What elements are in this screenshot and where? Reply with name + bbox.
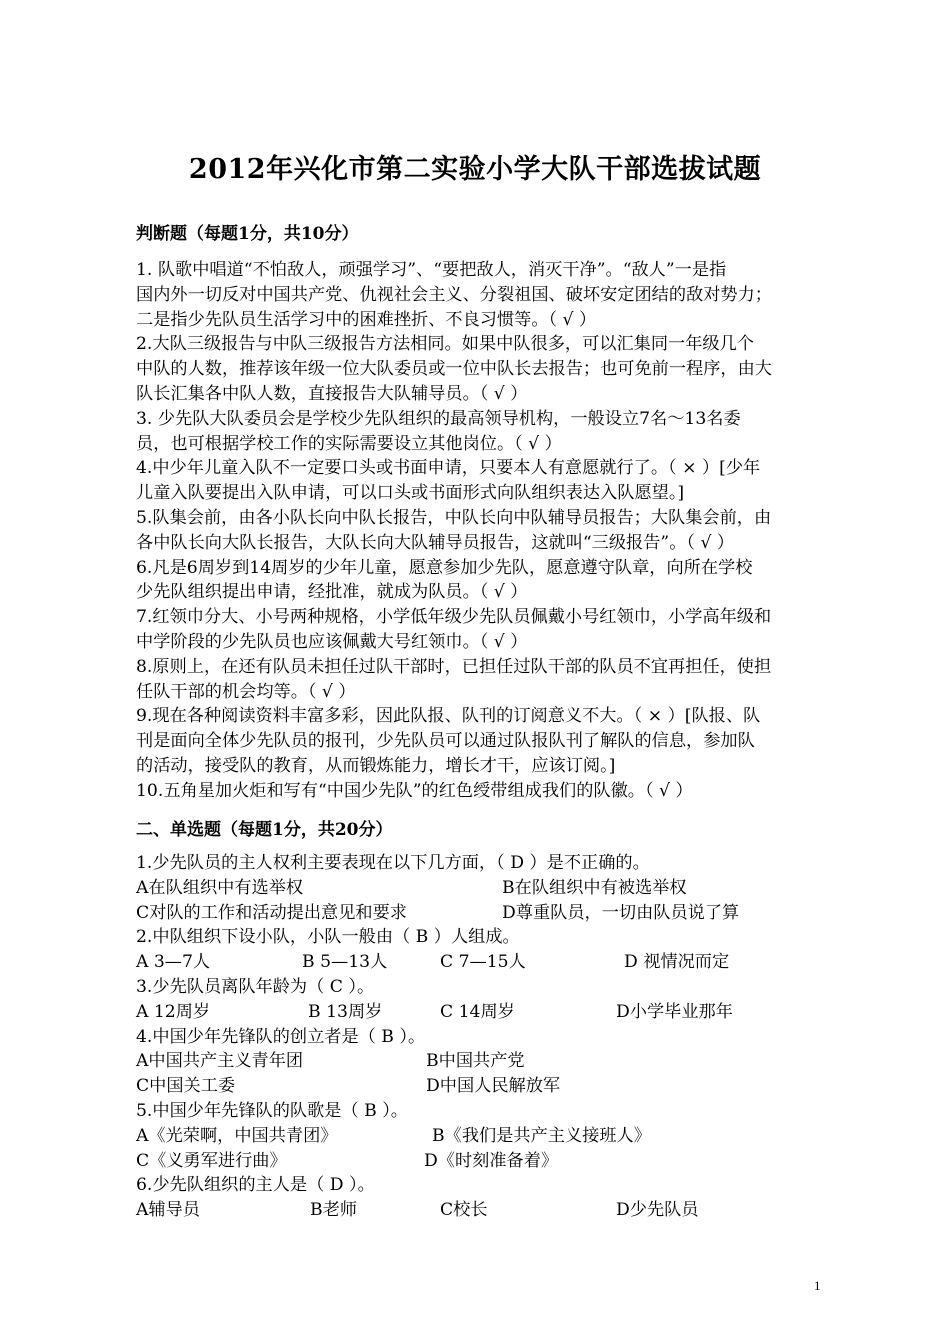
option: A在队组织中有选举权 <box>136 877 304 898</box>
text-line: 员，也可根据学校工作的实际需要设立其他岗位。（ √ ） <box>136 433 562 454</box>
option: D尊重队员，一切由队员说了算 <box>502 902 740 923</box>
option-row <box>136 1149 836 1174</box>
text-line: 2.大队三级报告与中队三级报告方法相同。如果中队很多，可以汇集同一年级几个 <box>136 334 754 355</box>
question-stem: 3.少先队员离队年龄为（ C ）。 <box>136 976 375 997</box>
option-row <box>136 950 836 975</box>
text-line: 二是指少先队员生活学习中的困难挫折、不良习惯等。（ √ ） <box>136 309 597 330</box>
option: C校长 <box>440 1200 488 1221</box>
text-line: 7.红领巾分大、小号两种规格，小学低年级少先队员佩戴小号红领巾，小学高年级和 <box>136 607 772 628</box>
page-title: 2012年兴化市第二实验小学大队干部选拔试题 <box>188 154 762 185</box>
text-line: 中学阶段的少先队员也应该佩戴大号红领巾。（ √ ） <box>136 631 528 652</box>
option-row <box>136 1074 836 1099</box>
option-row <box>136 1124 836 1149</box>
option-row <box>136 901 836 926</box>
page-number: 1 <box>814 1278 821 1293</box>
text-line: 的活动，接受队的教育，从而锻炼能力，增长才干，应该订阅。] <box>136 755 616 776</box>
option-row <box>136 1049 836 1074</box>
text-line: 10.五角星加火炬和写有“中国少先队”的红色绶带组成我们的队徽。（ √ ） <box>136 780 693 801</box>
text-line: 少先队组织提出申请，经批准，就成为队员。（ √ ） <box>136 582 528 603</box>
option: A 12周岁 <box>136 1001 211 1022</box>
text-line: 中队的人数，推荐该年级一位大队委员或一位中队长去报告；也可免前一程序，由大 <box>136 359 772 380</box>
option: C 7—15人 <box>440 952 526 973</box>
option: D 视情况而定 <box>624 952 730 973</box>
option: B 5—13人 <box>302 952 388 973</box>
option: C对队的工作和活动提出意见和要求 <box>136 902 407 923</box>
text-line: 国内外一切反对中国共产党、仇视社会主义、分裂祖国、破坏安定团结的敌对势力； <box>136 284 772 305</box>
option: C 14周岁 <box>440 1001 515 1022</box>
option: B老师 <box>310 1200 358 1221</box>
option: A中国共产主义青年团 <box>136 1051 304 1072</box>
question-stem: 4.中国少年先锋队的创立者是（ B ）。 <box>136 1026 426 1047</box>
text-line: 1. 队歌中唱道“不怕敌人，顽强学习”、“要把敌人，消灭干净”。“敌人”一是指 <box>136 260 727 280</box>
option: A辅导员 <box>136 1200 200 1221</box>
option-row <box>136 1198 836 1223</box>
text-line: 3. 少先队大队委员会是学校少先队组织的最高领导机构，一般设立7名～13名委 <box>136 408 741 429</box>
text-line: 刊是面向全体少先队员的报刊，少先队员可以通过队报队刊了解队的信息，参加队 <box>136 731 755 752</box>
option: B 13周岁 <box>308 1001 383 1022</box>
option: C《义勇军进行曲》 <box>136 1150 287 1171</box>
question-stem: 2.中队组织下设小队，小队一般由（ B ）人组成。 <box>136 927 520 948</box>
text-line: 9.现在各种阅读资料丰富多彩，因此队报、队刊的订阅意义不大。（ × ）[队报、队 <box>136 706 761 727</box>
single-choice-questions <box>136 851 836 1223</box>
question-stem: 1.少先队员的主人权利主要表现在以下几方面，（ D ）是不正确的。 <box>136 853 650 873</box>
text-line: 任队干部的机会均等。（ √ ） <box>136 681 356 702</box>
text-line: 5.队集会前，由各小队长向中队长报告，中队长向中队辅导员报告；大队集会前，由 <box>136 507 772 528</box>
option: D小学毕业那年 <box>616 1001 733 1022</box>
option: C中国关工委 <box>136 1076 236 1097</box>
option: B中国共产党 <box>426 1051 525 1072</box>
question-stem: 5.中国少年先锋队的队歌是（ B ）。 <box>136 1100 408 1121</box>
section-heading-true-false: 判断题（每题1分，共10分） <box>136 224 359 244</box>
option: D中国人民解放军 <box>426 1076 561 1097</box>
option: B在队组织中有被选举权 <box>502 877 687 898</box>
option: D《时刻准备着》 <box>424 1150 559 1171</box>
text-line: 儿童入队要提出入队申请，可以口头或书面形式向队组织表达入队愿望。] <box>136 483 685 504</box>
question-stem: 6.少先队组织的主人是（ D ）。 <box>136 1175 375 1196</box>
text-line: 队长汇集各中队人数，直接报告大队辅导员。（ √ ） <box>136 383 528 404</box>
true-false-questions <box>136 258 836 804</box>
option-row <box>136 1000 836 1025</box>
option: A 3—7人 <box>136 952 211 973</box>
section-heading-single-choice: 二、单选题（每题1分，共20分） <box>136 820 393 840</box>
option: B《我们是共产主义接班人》 <box>432 1125 651 1146</box>
text-line: 各中队长向大队长报告，大队长向大队辅导员报告，这就叫“三级报告”。（ √ ） <box>136 532 735 553</box>
text-line: 8.原则上，在还有队员未担任过队干部时，已担任过队干部的队员不宜再担任，使担 <box>136 656 772 677</box>
option: D少先队员 <box>616 1200 699 1221</box>
option-row <box>136 876 836 901</box>
text-line: 6.凡是6周岁到14周岁的少年儿童，愿意参加少先队，愿意遵守队章，向所在学校 <box>136 557 753 578</box>
text-line: 4.中少年儿童入队不一定要口头或书面申请，只要本人有意愿就行了。（ × ）[少年 <box>136 458 761 479</box>
option: A《光荣啊，中国共青团》 <box>136 1125 338 1146</box>
